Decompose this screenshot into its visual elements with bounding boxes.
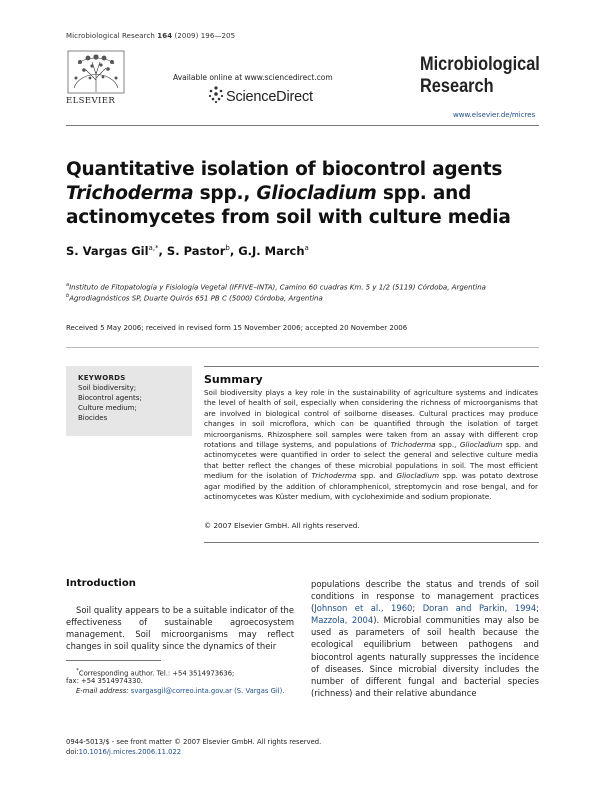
affiliation-a xyxy=(66,282,486,291)
keyword-item: Soil biodiversity; xyxy=(78,384,137,392)
received-dates: Received 5 May 2006; received in revised form 15 November 2006; accepted 20 November 2006 xyxy=(66,324,408,332)
author-name: S. Vargas Gil xyxy=(66,244,149,258)
affiliation-text: Agrodiagnósticos SP, Duarte Quirós 651 PB C (5000) Córdoba, Argentina xyxy=(69,294,323,303)
author-list xyxy=(66,244,309,258)
email-label: E-mail address: xyxy=(76,687,129,695)
doi-line xyxy=(66,748,181,756)
title-line-3: actinomycetes from soil with culture media xyxy=(66,207,511,228)
author-name: G.J. March xyxy=(238,244,305,258)
author-name: S. Pastor xyxy=(166,244,226,258)
footnote-mark: * xyxy=(76,668,79,674)
title-line-2 xyxy=(66,182,536,206)
journal-url-link[interactable]: www.elsevier.de/micres xyxy=(453,111,536,119)
footnote-text: Corresponding author. Tel.: +54 3514973636; xyxy=(78,669,235,678)
running-head xyxy=(66,32,235,40)
doi-prefix: doi: xyxy=(66,748,79,756)
running-head-pages: (2009) 196—205 xyxy=(174,32,236,40)
citation-separator: ; xyxy=(536,603,539,614)
title-genus-gliocladium: Gliocladium xyxy=(256,183,377,204)
introduction-right-column xyxy=(311,578,539,699)
journal-name xyxy=(420,54,558,98)
elsevier-wordmark: ELSEVIER xyxy=(66,96,116,106)
doi-link[interactable]: 10.1016/j.micres.2006.11.022 xyxy=(78,748,182,756)
email-owner: (S. Vargas Gil). xyxy=(234,687,285,695)
email-link[interactable]: svargasgil@correo.inta.gov.ar xyxy=(130,687,232,695)
introduction-paragraph: Soil quality appears to be a suitable indicator of the effectiveness of sustainable agroecosystem management. Soil microorganisms may reflect changes in soil quality since the dynamics of their xyxy=(66,605,294,651)
abstract-genus: Gliocladium xyxy=(459,440,503,450)
introduction-segment: populations describe the status and trends of soil conditions in response to management practices ( xyxy=(311,579,539,614)
abstract-segment: Soil biodiversity plays a key role in the sustainability of agriculture systems and indicates the level of health of soil, especially when considering the richness of microorganisms that are involved in biological control of soilborne diseases. Cultural practices may produce changes in soil microflora, which can be quantified through the isolation of target microorganisms. Rhizosphere soil samples were taken from an assay with different crop rotations and tillage systems, and populations of xyxy=(204,388,538,450)
author-separator: , xyxy=(158,244,167,258)
journal-name-line1: Microbiological xyxy=(420,54,540,75)
dates-divider xyxy=(66,347,539,348)
summary-heading: Summary xyxy=(204,373,263,386)
keyword-item: Biocides xyxy=(78,414,108,422)
sciencedirect-logo xyxy=(207,85,225,105)
keywords-heading: KEYWORDS xyxy=(78,374,126,382)
available-online-text: Available online at www.sciencedirect.com xyxy=(173,73,333,82)
affiliation-mark: b xyxy=(66,293,70,299)
abstract-text xyxy=(204,388,538,502)
footnote-line-2: fax: +54 3514974330. xyxy=(66,677,143,685)
journal-name-line2: Research xyxy=(420,76,494,97)
footnote-line-3 xyxy=(66,687,284,696)
introduction-heading: Introduction xyxy=(66,578,136,589)
sciencedirect-wordmark: ScienceDirect xyxy=(226,89,313,105)
affiliation-b xyxy=(66,293,323,302)
issn-line: 0944-5013/$ - see front matter © 2007 Elsevier GmbH. All rights reserved. xyxy=(66,738,322,746)
author-affil-mark: b xyxy=(225,244,230,253)
summary-bottom-rule xyxy=(204,542,539,543)
running-head-volume: 164 xyxy=(157,32,173,40)
author-affil-mark: a xyxy=(304,244,309,253)
summary-top-rule xyxy=(204,366,539,367)
introduction-left-column xyxy=(66,604,294,652)
citation-link[interactable]: Johnson et al., 1960 xyxy=(314,603,413,614)
title-mid-2: spp. and xyxy=(376,183,472,204)
title-genus-trichoderma: Trichoderma xyxy=(66,183,194,204)
affiliation-text: Instituto de Fitopatología y Fisiología Vegetal (IFFIVE–INTA), Camino 60 cuadras Km. 5 y 1/2 (5119) Córdoba, Argentina xyxy=(69,283,486,292)
article-title xyxy=(66,158,536,230)
author-affil-mark: a,* xyxy=(148,244,159,253)
citation-link[interactable]: Mazzola, 2004 xyxy=(311,615,374,626)
abstract-segment: spp. and xyxy=(356,471,397,481)
keyword-item: Culture medium; xyxy=(78,404,137,412)
abstract-genus: Gliocladium xyxy=(396,471,439,481)
abstract-segment: spp. and actinomycetes were quantified in order to select the general and selective culture media that better reflect the changes of these microbial populations in soil. The most efficient medium for the isolation of xyxy=(204,440,538,481)
citation-link[interactable]: Doran and Parkin, 1994 xyxy=(422,603,537,614)
footnote-rule xyxy=(66,660,161,661)
author-separator: , xyxy=(229,244,239,258)
affiliation-mark: a xyxy=(66,282,70,288)
introduction-segment: ). Microbial communities may also be used as parameters of soil health because the ecological equilibrium between pathogens and biocontrol agents naturally suppresses the incidence of diseases. Since microbial diversity includes the number of different fungal and bacterial species (richness) and their relative abundance xyxy=(311,615,539,698)
abstract-segment: spp., xyxy=(435,440,460,450)
abstract-copyright: © 2007 Elsevier GmbH. All rights reserved. xyxy=(204,521,360,530)
abstract-segment: spp. was potato dextrose agar modified by the addition of chloramphenicol, streptomycin and rose bengal, and for actinomycetes was Küster medium, with cycloheximide and sodium propionate. xyxy=(204,471,539,502)
keyword-item: Biocontrol agents; xyxy=(78,394,142,402)
header-divider xyxy=(66,125,539,126)
abstract-genus: Trichoderma xyxy=(311,471,357,481)
title-line-1: Quantitative isolation of biocontrol agents xyxy=(66,159,503,180)
title-mid-1: spp., xyxy=(193,183,257,204)
citation-separator: ; xyxy=(412,603,423,614)
running-head-journal: Microbiological Research xyxy=(66,32,155,40)
abstract-genus: Trichoderma xyxy=(390,440,436,450)
